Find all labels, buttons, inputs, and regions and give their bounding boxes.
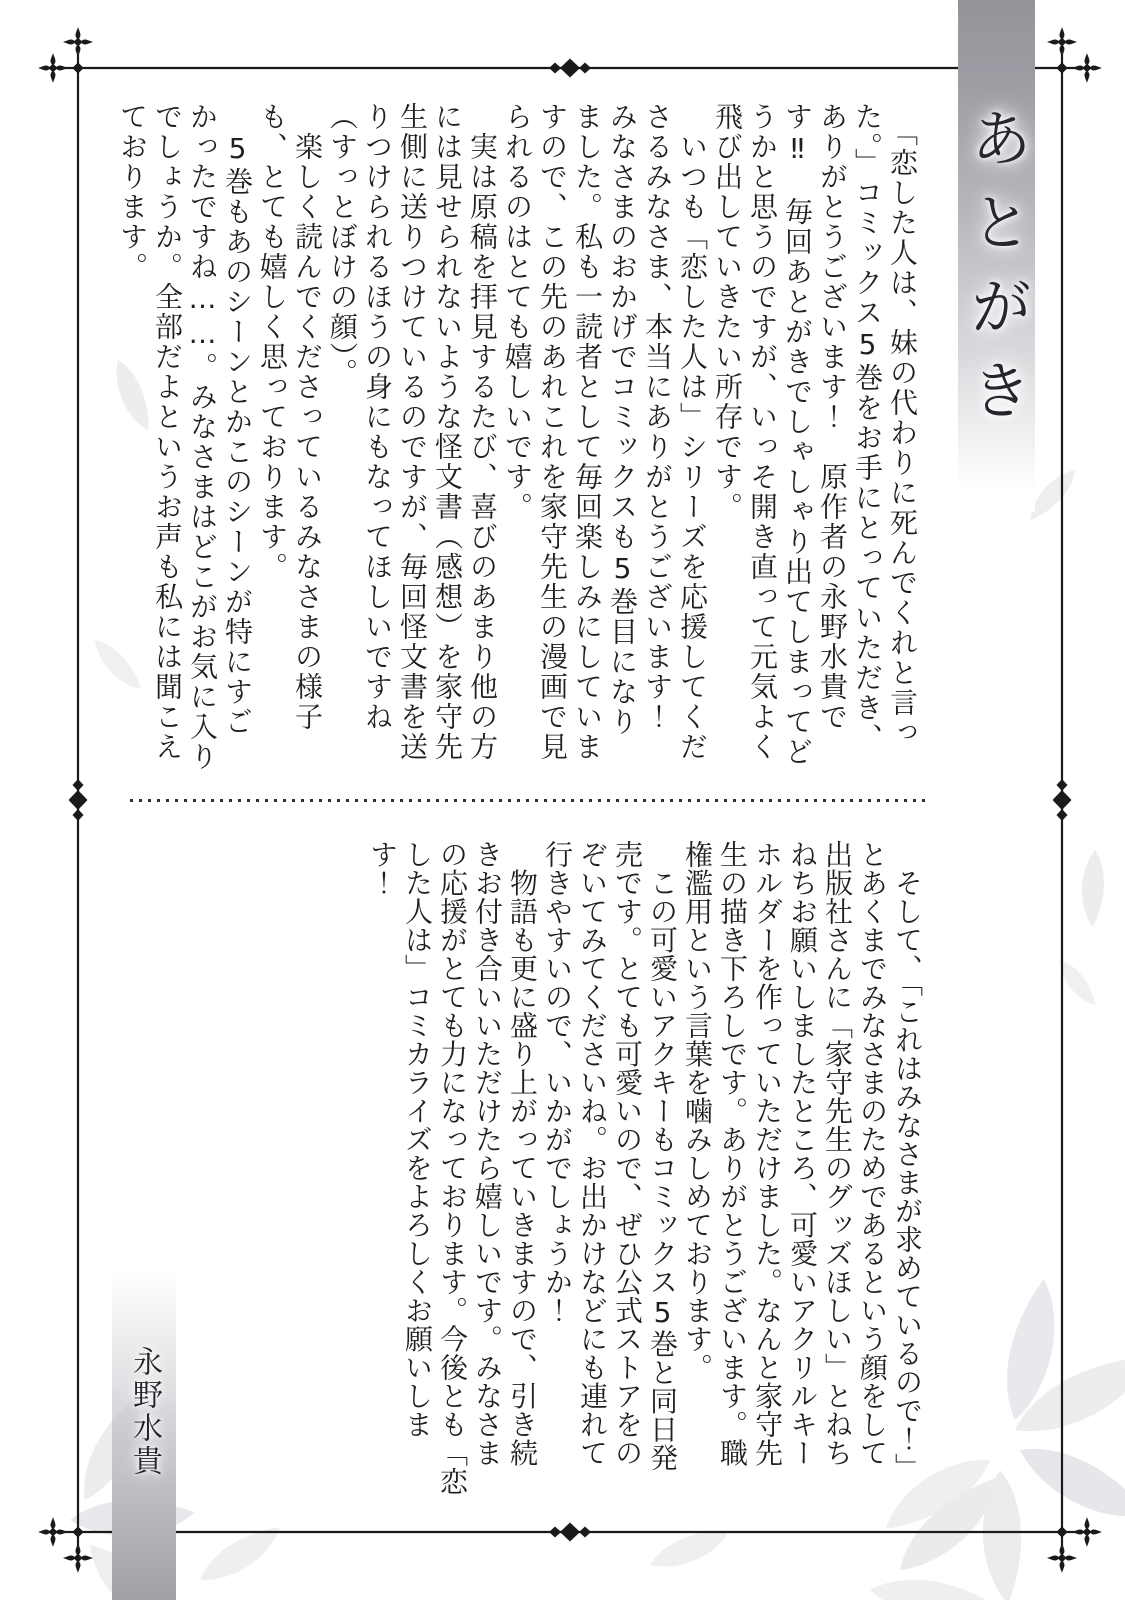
page-title: あとがき <box>960 106 1033 442</box>
text-column: とあくまでみなさまのためであるという顔をして <box>856 840 889 1467</box>
text-column: ぞいてみてくださいね。お出かけなどにも連れて <box>576 840 609 1467</box>
text-column: ありがとうございます！ 原作者の永野水貴で <box>816 102 849 732</box>
text-column: すので、この先のあれこれを家守先生の漫画で見 <box>536 102 569 762</box>
author-strip <box>112 1266 176 1600</box>
text-column: の応援がとても力になっております。今後とも「恋 <box>436 840 469 1496</box>
corner-cross-icon <box>1047 1543 1077 1573</box>
text-column: 権濫用という言葉を噛みしめております。 <box>681 840 714 1382</box>
text-column: でしょうか。全部だよというお声も私には聞こえ <box>151 102 184 762</box>
corner-cross-icon <box>38 53 68 83</box>
diamond-trio-icon <box>1053 779 1072 821</box>
text-column: 楽しく読んでくださっているみなさまの様子 <box>291 102 324 732</box>
text-column: す‼ 毎回あとがきでしゃしゃり出てしまってど <box>781 102 814 767</box>
text-column: 5巻もあのシーンとかこのシーンが特にすご <box>221 102 254 737</box>
text-column: 行きやすいので、いかがでしょうか！ <box>541 840 574 1325</box>
corner-cross-icon <box>63 27 93 57</box>
text-column: 実は原稿を拝見するたび、喜びのあまり他の方 <box>466 102 499 762</box>
text-column: ております。 <box>116 102 149 282</box>
text-column: いつも「恋した人は」シリーズを応援してくだ <box>676 102 709 762</box>
author-name: 永野水貴 <box>127 1346 162 1478</box>
text-column: した人は」コミカライズをよろしくお願いしま <box>401 840 434 1439</box>
text-column: きお付き合いいただけたら嬉しいです。みなさま <box>471 840 504 1467</box>
diamond-trio-icon <box>549 1523 591 1542</box>
text-column: ねちお願いしましたところ、可愛いアクリルキー <box>786 840 819 1467</box>
text-column: ました。私も一読者として毎回楽しみにしていま <box>571 102 604 762</box>
afterword-part2 <box>365 840 925 1496</box>
text-column: た。」コミックス5巻をお手にとっていただき、 <box>851 102 884 753</box>
text-column: みなさまのおかげでコミックスも5巻目になり <box>606 102 639 737</box>
title-strip <box>958 0 1035 512</box>
text-column: うかと思うのですが、いっそ開き直って元気よく <box>746 102 779 762</box>
diamond-trio-icon <box>549 59 591 78</box>
text-column: 売です。とても可愛いので、ぜひ公式ストアをの <box>611 840 644 1467</box>
text-column: す！ <box>366 840 399 897</box>
corner-cross-icon <box>1072 1517 1102 1547</box>
corner-cross-icon <box>1072 53 1102 83</box>
text-column: （すっとぼけの顔）。 <box>326 102 359 388</box>
text-column: には見せられないような怪文書（感想）を家守先 <box>431 102 464 762</box>
text-column: も、とても嬉しく思っております。 <box>256 102 289 582</box>
text-column: この可愛いアクキーもコミックス5巻と同日発 <box>646 840 679 1472</box>
text-column: そして、「これはみなさまが求めているので！」 <box>891 840 924 1482</box>
text-column: られるのはとても嬉しいです。 <box>501 102 534 522</box>
corner-cross-icon <box>63 1543 93 1573</box>
text-column: 出版社さんに「家守先生のグッズほしい」とねち <box>821 840 854 1467</box>
text-column: 生側に送りつけているのですが、毎回怪文書を送 <box>396 102 429 762</box>
text-column: かったですね……。みなさまはどこがお気に入り <box>186 102 219 772</box>
text-column: 飛び出していきたい所存です。 <box>711 102 744 522</box>
afterword-part1 <box>115 102 920 770</box>
text-column: 「恋した人は、妹の代わりに死んでくれと言っ <box>886 102 919 748</box>
text-column: 物語も更に盛り上がっていきますので、引き続 <box>506 840 539 1467</box>
dotted-divider <box>130 799 930 802</box>
corner-cross-icon <box>1047 27 1077 57</box>
corner-cross-icon <box>38 1517 68 1547</box>
text-column: りつけられるほうの身にもなってほしいですね <box>361 102 394 732</box>
text-column: 生の描き下ろしです。ありがとうございます。職 <box>716 840 749 1467</box>
text-column: ホルダーを作っていただけました。なんと家守先 <box>751 840 784 1467</box>
text-column: さるみなさま、本当にありがとうございます！ <box>641 102 674 732</box>
diamond-trio-icon <box>69 779 88 821</box>
